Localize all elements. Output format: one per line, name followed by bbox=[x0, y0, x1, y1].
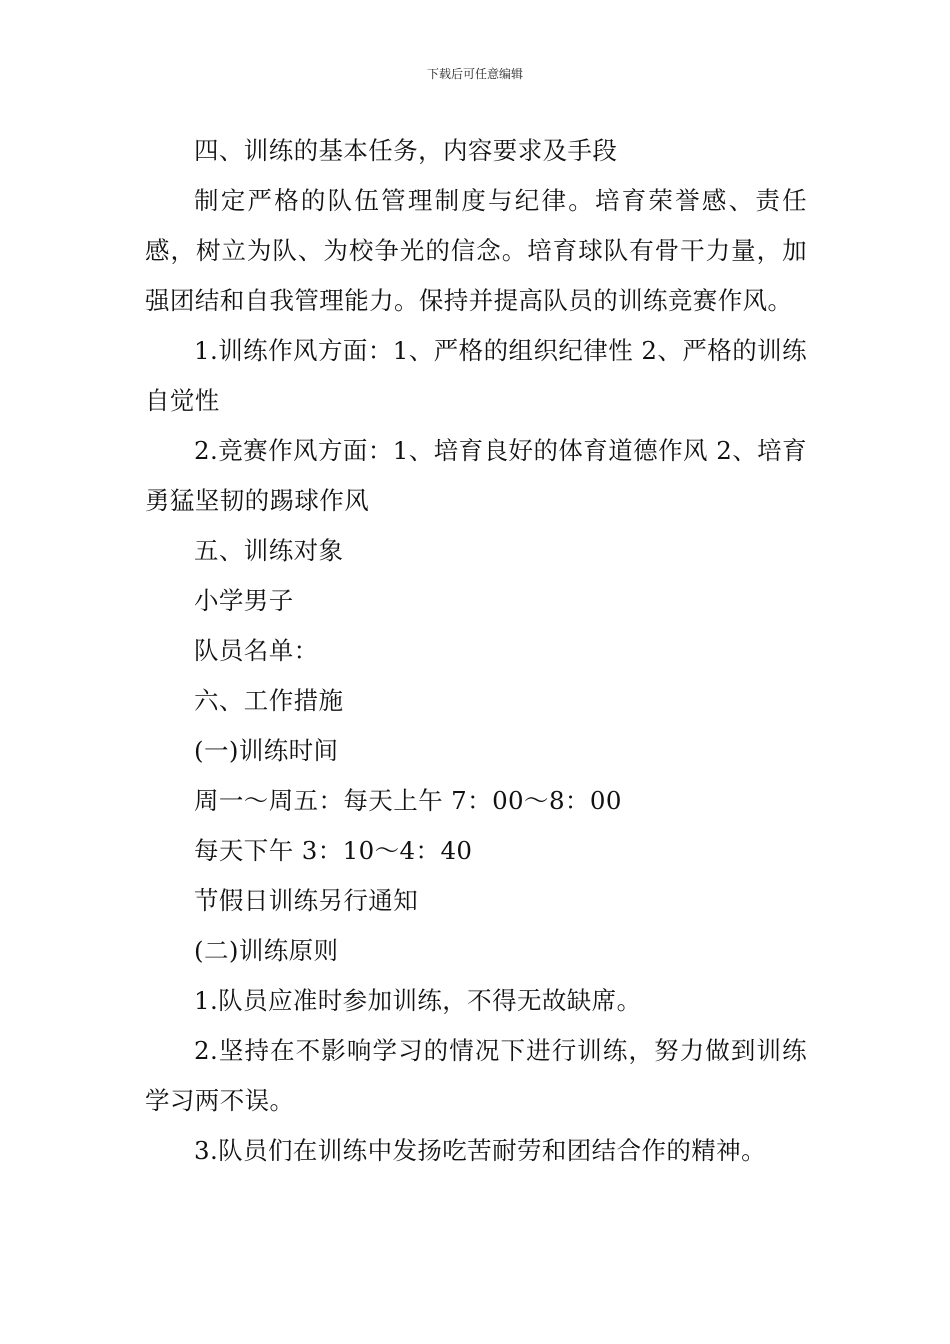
paragraph-afternoon-time: 每天下午 3：10～4：40 bbox=[194, 836, 473, 865]
paragraph-principle-2: 2.坚持在不影响学习的情况下进行训练，努力做到训练学习两不误。 bbox=[145, 1036, 807, 1115]
paragraph-roster-label: 队员名单： bbox=[194, 636, 319, 665]
paragraph-target-group: 小学男子 bbox=[194, 586, 294, 615]
paragraph-holiday-notice: 节假日训练另行通知 bbox=[194, 886, 419, 915]
document-body bbox=[145, 126, 807, 1176]
page-header-note: 下载后可任意编辑 bbox=[426, 67, 523, 81]
section-heading-work-measures: 六、工作措施 bbox=[194, 686, 344, 715]
subheading-training-time: (一)训练时间 bbox=[194, 736, 339, 765]
section-heading-training-target: 五、训练对象 bbox=[194, 536, 344, 565]
paragraph-principle-3: 3.队员们在训练中发扬吃苦耐劳和团结合作的精神。 bbox=[194, 1136, 766, 1165]
paragraph-team-discipline: 制定严格的队伍管理制度与纪律。培育荣誉感、责任感，树立为队、为校争光的信念。培育球队有骨干力量，加强团结和自我管理能力。保持并提高队员的训练竞赛作风。 bbox=[145, 186, 807, 315]
section-heading-training-tasks: 四、训练的基本任务，内容要求及手段 bbox=[194, 136, 618, 165]
subheading-training-principles: (二)训练原则 bbox=[194, 936, 339, 965]
paragraph-weekday-morning: 周一～周五：每天上午 7：00～8：00 bbox=[194, 786, 622, 815]
paragraph-principle-1: 1.队员应准时参加训练，不得无故缺席。 bbox=[194, 986, 642, 1015]
paragraph-competition-style: 2.竞赛作风方面：1、培育良好的体育道德作风 2、培育勇猛坚韧的踢球作风 bbox=[145, 436, 807, 515]
paragraph-training-style: 1.训练作风方面：1、严格的组织纪律性 2、严格的训练自觉性 bbox=[145, 336, 807, 415]
